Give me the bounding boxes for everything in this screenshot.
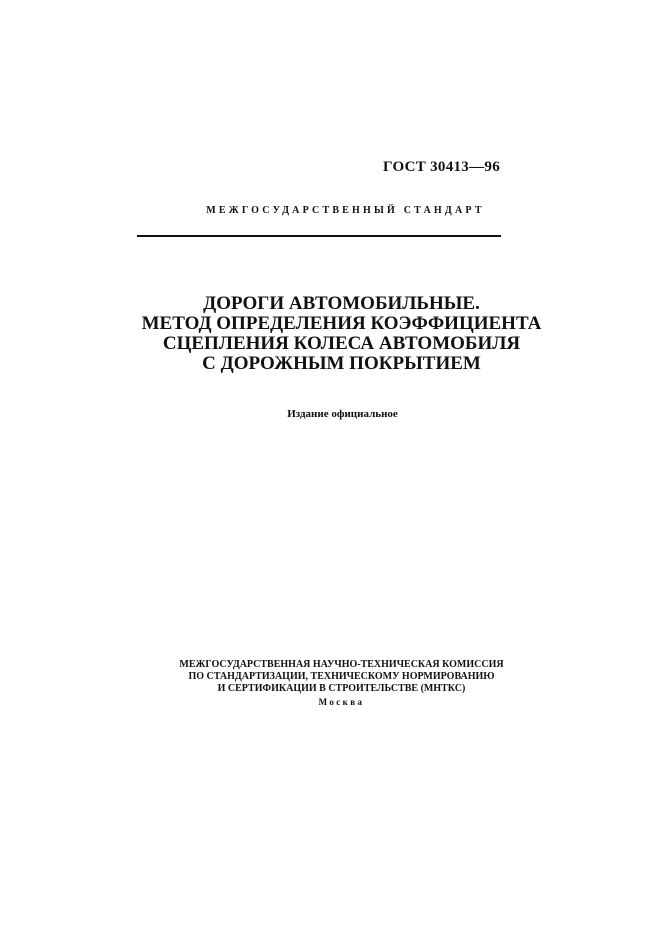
- title-line: СЦЕПЛЕНИЯ КОЛЕСА АВТОМОБИЛЯ: [162, 333, 521, 354]
- edition-label: Издание официальное: [287, 408, 398, 420]
- publisher-line: ПО СТАНДАРТИЗАЦИИ, ТЕХНИЧЕСКОМУ НОРМИРОВАНИЮ: [188, 671, 495, 682]
- publication-city: Москва: [318, 697, 365, 707]
- standard-number: ГОСТ 30413—96: [382, 159, 500, 175]
- standard-type: МЕЖГОСУДАРСТВЕННЫЙ СТАНДАРТ: [206, 205, 485, 216]
- publisher-line: МЕЖГОСУДАРСТВЕННАЯ НАУЧНО-ТЕХНИЧЕСКАЯ КОМИССИЯ: [179, 659, 504, 670]
- title-line: ДОРОГИ АВТОМОБИЛЬНЫЕ.: [203, 293, 480, 314]
- title-line: МЕТОД ОПРЕДЕЛЕНИЯ КОЭФФИЦИЕНТА: [141, 313, 542, 334]
- title-line: С ДОРОЖНЫМ ПОКРЫТИЕМ: [202, 353, 481, 374]
- document-title: [0, 294, 661, 374]
- divider-rule: [137, 235, 501, 237]
- publisher-block: [0, 659, 661, 695]
- publisher-line: И СЕРТИФИКАЦИИ В СТРОИТЕЛЬСТВЕ (МНТКС): [217, 683, 466, 694]
